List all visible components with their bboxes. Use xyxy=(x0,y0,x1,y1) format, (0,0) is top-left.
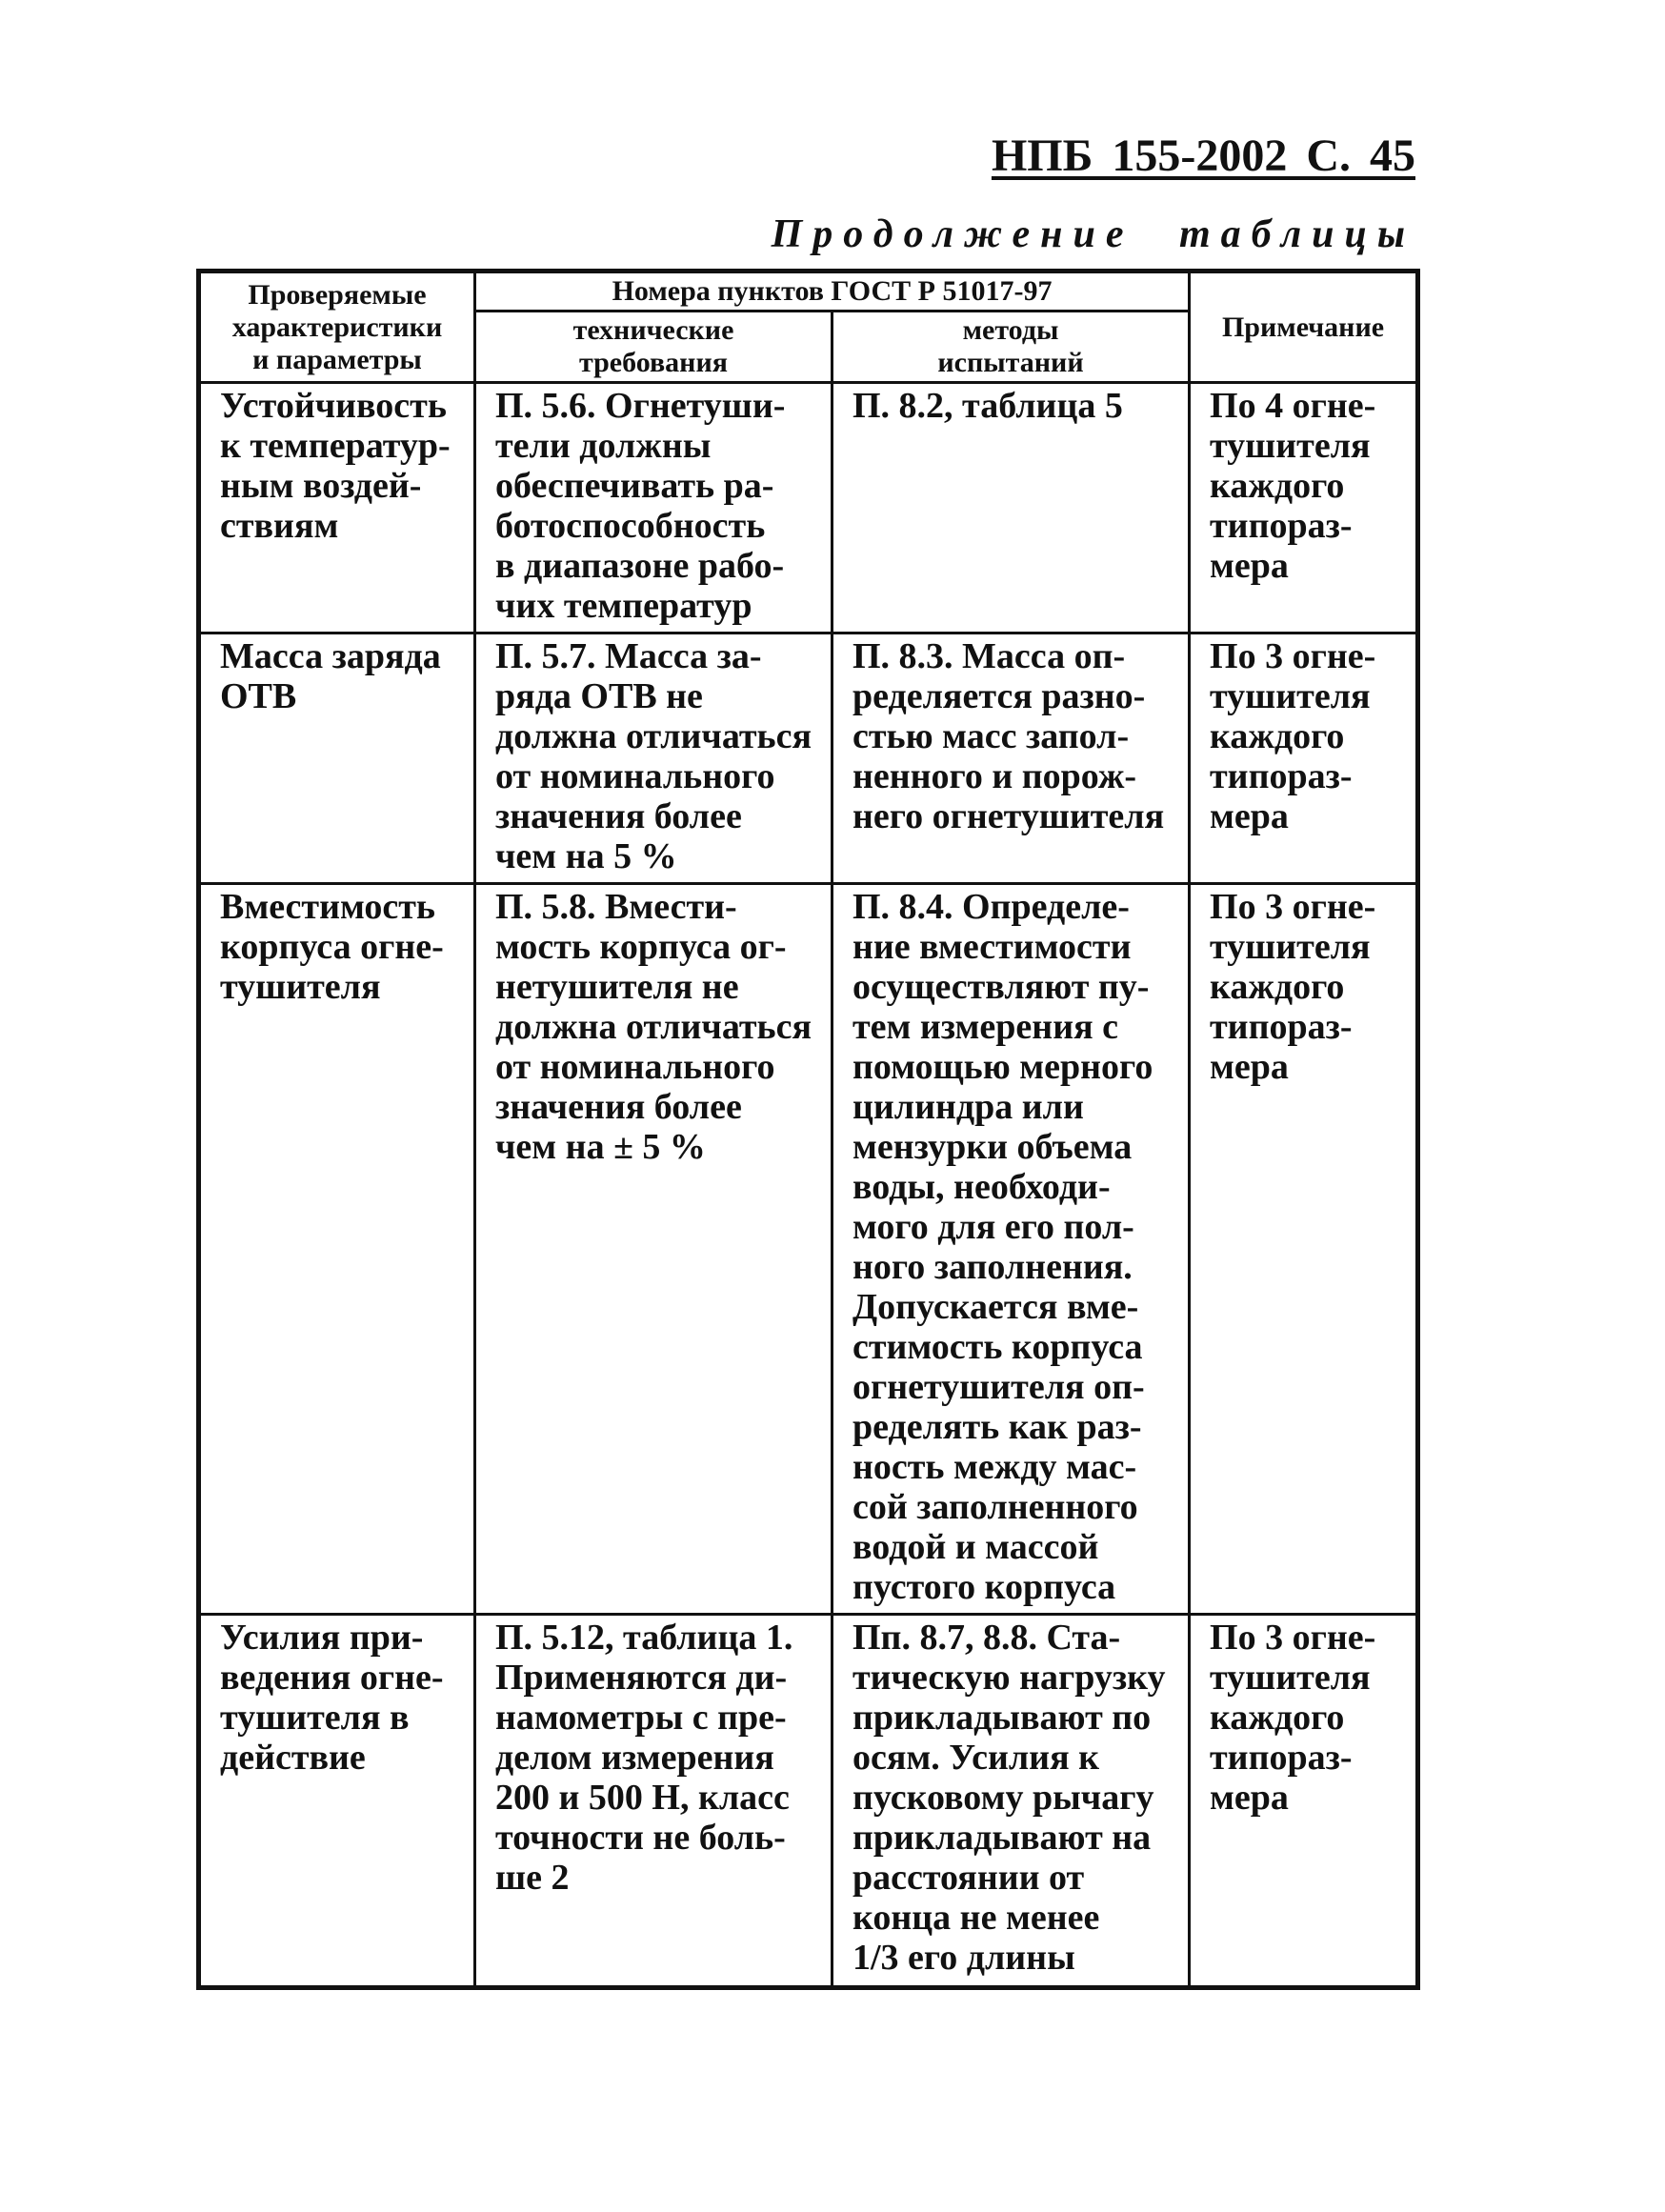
table-row xyxy=(199,633,1418,884)
cell-test-method: П. 8.2, таблица 5 xyxy=(832,383,1190,633)
table-header xyxy=(199,271,1418,383)
cell-characteristic: Устойчивость к температур- ным воздей- ствиям xyxy=(199,383,475,633)
header-characteristics: Проверяемые характеристики и параметры xyxy=(199,271,475,383)
cell-tech-requirement: П. 5.7. Масса за- ряда ОТВ не должна отличаться от номинального значения более чем на 5 % xyxy=(475,633,832,884)
cell-test-method: П. 8.3. Масса оп- ределяется разно- стью масс запол- ненного и порож- него огнетушителя xyxy=(832,633,1190,884)
cell-test-method: П. 8.4. Определе- ние вместимости осуществляют пу- тем измерения с помощью мерного цилиндра или мензурки объема воды, необходи- мого для его пол- ного заполнения. Допускается вме- стимость корпуса огнетушителя оп- ределять как раз- ность между мас- сой заполненного водой и массой пустого корпуса xyxy=(832,884,1190,1615)
cell-note: По 3 огне- тушителя каждого типораз- мера xyxy=(1190,633,1418,884)
document-reference: НПБ 155-2002 С. 45 xyxy=(991,131,1415,181)
table-continuation-label: Продолжение таблицы xyxy=(771,212,1415,256)
header-gost-group: Номера пунктов ГОСТ Р 51017-97 xyxy=(475,271,1190,312)
cell-note: По 3 огне- тушителя каждого типораз- мера xyxy=(1190,1615,1418,1988)
cell-tech-requirement: П. 5.6. Огнетуши- тели должны обеспечивать ра- ботоспособность в диапазоне рабо- чих температур xyxy=(475,383,832,633)
header-test-methods: методы испытаний xyxy=(832,312,1190,383)
cell-note: По 3 огне- тушителя каждого типораз- мера xyxy=(1190,884,1418,1615)
table-row xyxy=(199,1615,1418,1988)
header-note: Примечание xyxy=(1190,271,1418,383)
cell-characteristic: Масса заряда ОТВ xyxy=(199,633,475,884)
cell-characteristic: Вместимость корпуса огне- тушителя xyxy=(199,884,475,1615)
cell-tech-requirement: П. 5.8. Вмести- мость корпуса ог- нетушителя не должна отличаться от номинального значения более чем на ± 5 % xyxy=(475,884,832,1615)
cell-note: По 4 огне- тушителя каждого типораз- мера xyxy=(1190,383,1418,633)
header-tech-requirements: технические требования xyxy=(475,312,832,383)
cell-tech-requirement: П. 5.12, таблица 1. Применяются ди- намометры с пре- делом измерения 200 и 500 Н, класс точности не боль- ше 2 xyxy=(475,1615,832,1988)
table-row xyxy=(199,383,1418,633)
table-row xyxy=(199,884,1418,1615)
cell-characteristic: Усилия при- ведения огне- тушителя в действие xyxy=(199,1615,475,1988)
requirements-table xyxy=(196,269,1420,1990)
cell-test-method: Пп. 8.7, 8.8. Ста- тическую нагрузку прикладывают по осям. Усилия к пусковому рычагу прикладывают на расстоянии от конца не менее 1/3 его длины xyxy=(832,1615,1190,1988)
